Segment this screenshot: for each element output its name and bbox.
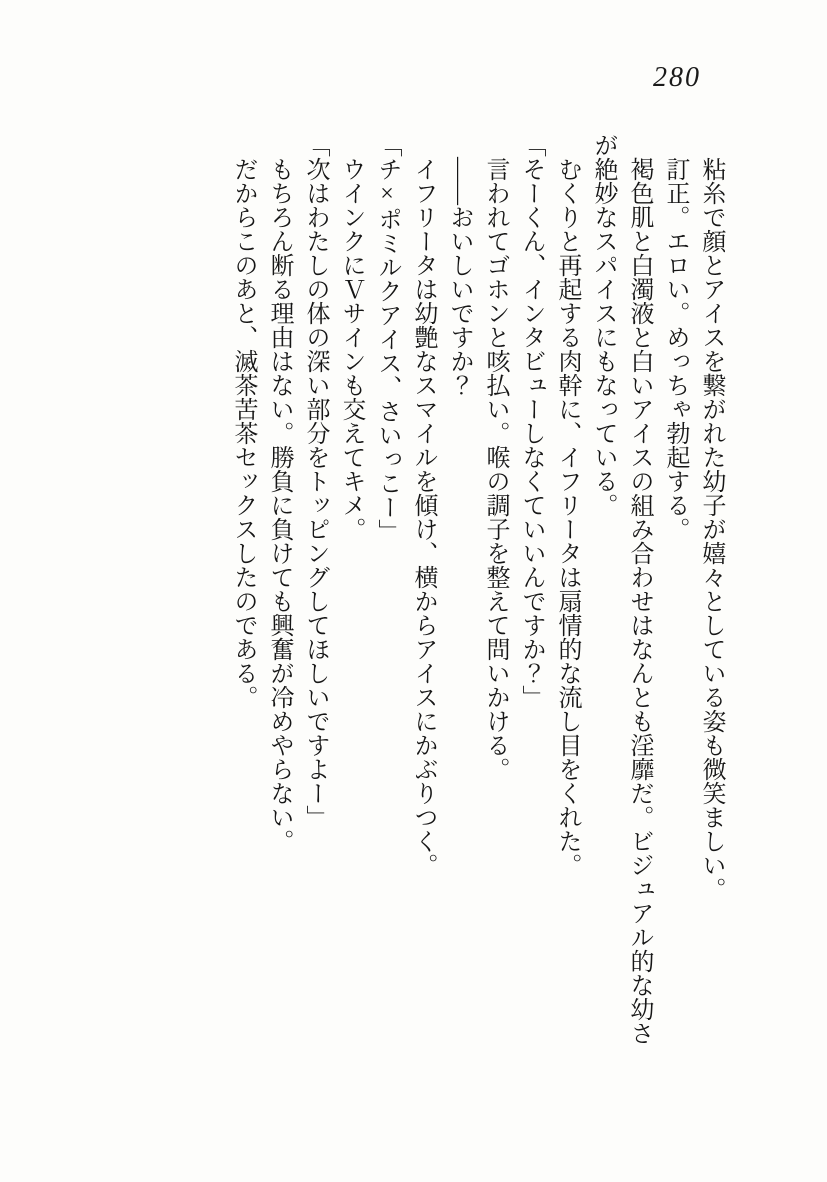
paragraph: 褐色肌と白濁液と白いアイスの組み合わせはなんとも淫靡だ。ビジュアル的な幼さが絶妙なスパイスにもなっている。: [590, 133, 652, 1045]
paragraph: ――おいしいですか？: [446, 157, 472, 397]
paragraph: むくりと再起する肉幹に、イフリータは扇情的な流し目をくれた。: [554, 157, 580, 877]
paragraph: だからこのあと、滅茶苦茶セックスしたのである。: [230, 157, 256, 709]
paragraph: もちろん断る理由はない。勝負に負けても興奮が冷めやらない。: [266, 157, 292, 853]
paragraph: 言われてゴホンと咳払い。喉の調子を整えて問いかける。: [482, 157, 508, 781]
paragraph: イフリータは幼艶なスマイルを傾け、横からアイスにかぶりつく。: [410, 157, 436, 877]
vertical-text-block: [225, 133, 729, 1045]
paragraph: 訂正。エロい。めっちゃ勃起する。: [662, 157, 688, 541]
paragraph-dialogue: 「そーくん、インタビューしなくていいんですか？」: [518, 133, 544, 709]
paragraph-dialogue: 「次はわたしの体の深い部分をトッピングしてほしいですよー」: [302, 133, 328, 829]
paragraph-dialogue: 「チ×ポミルクアイス、さいっこー」: [374, 133, 400, 543]
paragraph: ウインクにＶサインも交えてキメ。: [338, 157, 364, 541]
page-number: 280: [653, 62, 701, 93]
paragraph: 粘糸で顔とアイスを繋がれた幼子が嬉々としている姿も微笑ましい。: [698, 157, 724, 901]
